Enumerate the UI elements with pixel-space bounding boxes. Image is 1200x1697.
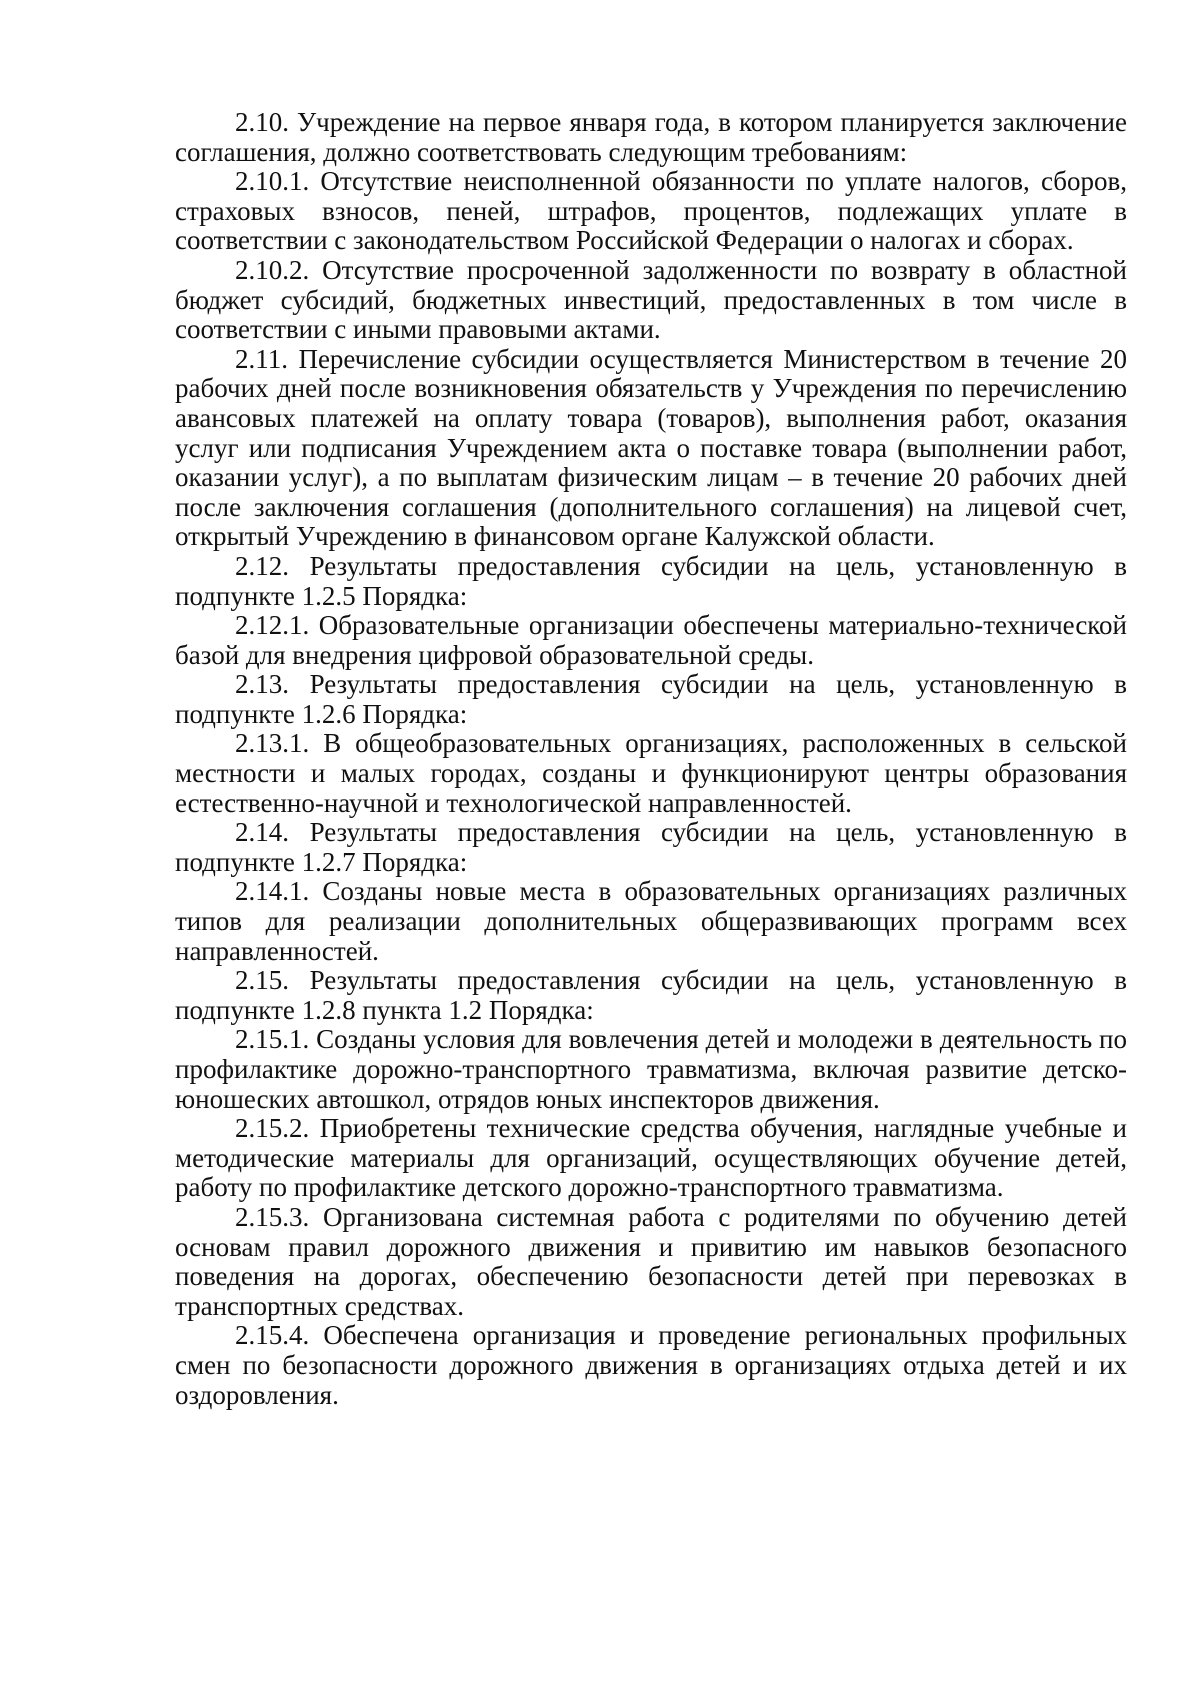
paragraph-2-15-3: 2.15.3. Организована системная работа с родителями по обучению детей основам правил дорожного движения и привитию им навыков безопасного поведения на дорогах, обеспечению безопасности детей при перевозках в транспортных средствах.: [175, 1201, 1127, 1321]
paragraph-2-13: 2.13. Результаты предоставления субсидии на цель, установленную в подпункте 1.2.6 Порядка:: [175, 669, 1127, 729]
paragraph-2-15-2: 2.15.2. Приобретены технические средства обучения, наглядные учебные и методические материалы для организаций, осуществляющих обучение детей, работу по профилактике детского дорожно-транспортного травматизма.: [175, 1113, 1127, 1203]
document-page: [175, 108, 1127, 1410]
paragraph-2-15-1: 2.15.1. Созданы условия для вовлечения детей и молодежи в деятельность по профилактике дорожно-транспортного травматизма, включая развитие детско-юношеских автошкол, отрядов юных инспекторов движения.: [175, 1024, 1127, 1114]
paragraph-2-15: 2.15. Результаты предоставления субсидии на цель, установленную в подпункте 1.2.8 пункта 1.2 Порядка:: [175, 965, 1127, 1025]
paragraph-2-14: 2.14. Результаты предоставления субсидии на цель, установленную в подпункте 1.2.7 Порядка:: [175, 817, 1127, 877]
paragraph-2-11: 2.11. Перечисление субсидии осуществляется Министерством в течение 20 рабочих дней после возникновения обязательств у Учреждения по перечислению авансовых платежей на оплату товара (товаров), выполнения работ, оказания услуг или подписания Учреждением акта о поставке товара (выполнении работ, оказании услуг), а по выплатам физическим лицам – в течение 20 рабочих дней после заключения соглашения (дополнительного соглашения) на лицевой счет, открытый Учреждению в финансовом органе Калужской области.: [175, 343, 1127, 552]
paragraph-2-12-1: 2.12.1. Образовательные организации обеспечены материально-технической базой для внедрения цифровой образовательной среды.: [175, 610, 1127, 670]
paragraph-2-10-2: 2.10.2. Отсутствие просроченной задолженности по возврату в областной бюджет субсидий, бюджетных инвестиций, предоставленных в том числе в соответствии с иными правовыми актами.: [175, 254, 1127, 345]
paragraph-2-15-4: 2.15.4. Обеспечена организация и проведение региональных профильных смен по безопасности дорожного движения в организациях отдыха детей и их оздоровления.: [175, 1320, 1127, 1410]
paragraph-2-14-1: 2.14.1. Созданы новые места в образовательных организациях различных типов для реализации дополнительных общеразвивающих программ всех направленностей.: [175, 876, 1127, 966]
paragraph-2-13-1: 2.13.1. В общеобразовательных организациях, расположенных в сельской местности и малых городах, созданы и функционируют центры образования естественно-научной и технологической направленностей.: [175, 728, 1127, 818]
paragraph-2-12: 2.12. Результаты предоставления субсидии на цель, установленную в подпункте 1.2.5 Порядка:: [175, 550, 1127, 611]
paragraph-2-10-1: 2.10.1. Отсутствие неисполненной обязанности по уплате налогов, сборов, страховых взносов, пеней, штрафов, процентов, подлежащих уплате в соответствии с законодательством Российской Федерации о налогах и сборах.: [175, 166, 1127, 256]
paragraph-2-10: 2.10. Учреждение на первое января года, в котором планируется заключение соглашения, должно соответствовать следующим требованиям:: [175, 107, 1127, 167]
